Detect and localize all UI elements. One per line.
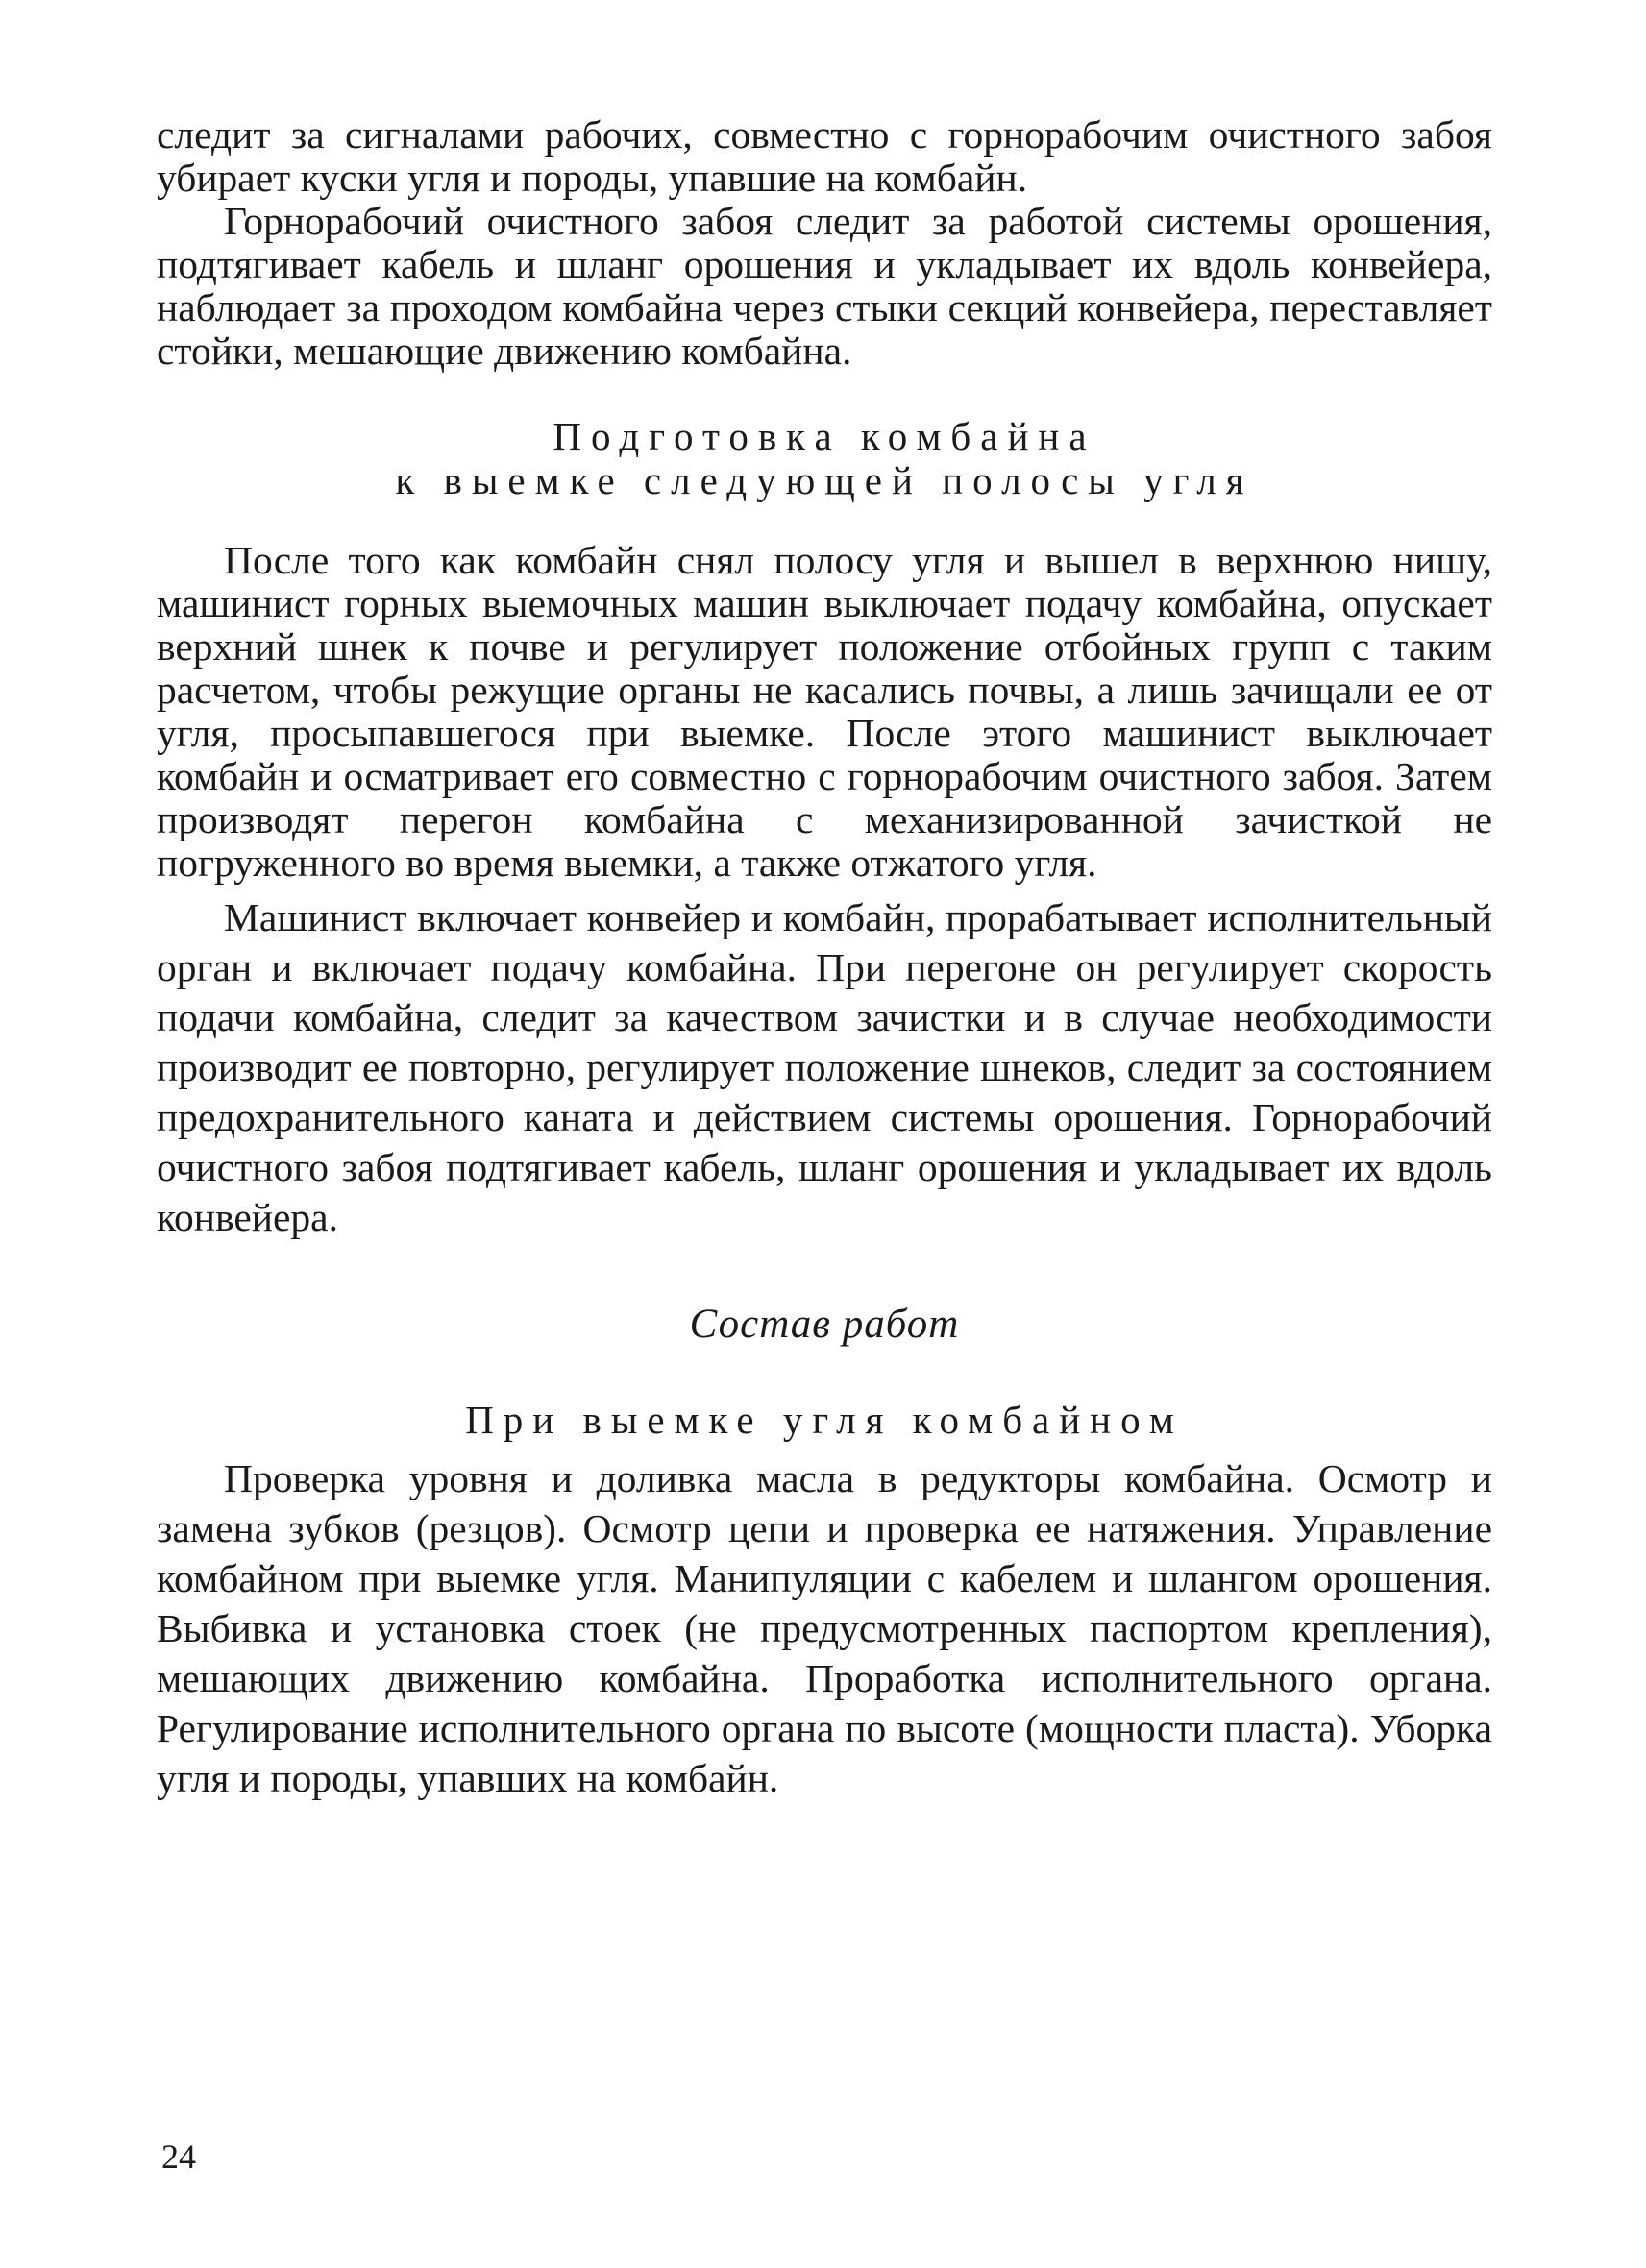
section-heading-coal-extraction: При выемке угля комбайном — [465, 1398, 1184, 1442]
section-heading-preparation-line2: к выемке следующей полосы угля — [395, 458, 1254, 502]
paragraph-after-strip: После того как комбайн снял полосу угля и вышел в верхнюю нишу, машинист горных выемочных машин выключает подачу комбайна, опускает верхний шнек к почве и регулирует положение отбойных групп с таким расчетом, чтобы режущие органы не касались почвы, а лишь зачищали ее от угля, просыпавшегося при выемке. После этого машинист выключает комбайн и осматривает его совместно с горнорабочим очистного забоя. Затем производят перегон комбайна с механизированной зачисткой не погруженного во время выемки, а также отжатого угля. — [157, 538, 1492, 885]
document-page — [157, 113, 1492, 1803]
paragraph-machinist-actions: Машинист включает конвейер и комбайн, прорабатывает исполнительный орган и включает подачу комбайна. При перегоне он регулирует скорость подачи комбайна, следит за качеством зачистки и в случае необходимости производит ее повторно, регулирует положение шнеков, следит за состоянием предохранительного каната и действием системы орошения. Горнорабочий очистного забоя подтягивает кабель, шланг орошения и укладывает их вдоль конвейера. — [157, 895, 1492, 1239]
page-number: 24 — [161, 2137, 196, 2176]
section-heading-work-composition: Состав работ — [689, 1302, 960, 1347]
section-heading-preparation-line1: Подготовка комбайна — [553, 414, 1096, 458]
paragraph-signals: следит за сигналами рабочих, совместно с горнорабочим очистного забоя убирает куски угля и породы, упавшие на комбайн. — [157, 112, 1492, 200]
paragraph-work-list: Проверка уровня и доливка масла в редукторы комбайна. Осмотр и замена зубков (резцов). Осмотр цепи и проверка ее натяжения. Управление комбайном при выемке угля. Манипуляции с кабелем и шлангом орошения. Выбивка и установка стоек (не предусмотренных паспортом крепления), мешающих движению комбайна. Проработка исполнительного органа. Регулирование исполнительного органа по высоте (мощности пласта). Уборка угля и породы, упавших на комбайн. — [157, 1456, 1492, 1800]
paragraph-miner-duties: Горнорабочий очистного забоя следит за работой системы орошения, подтягивает кабель и шланг орошения и укладывает их вдоль конвейера, наблюдает за проходом комбайна через стыки секций конвейера, переставляет стойки, мешающие движению комбайна. — [157, 199, 1492, 373]
